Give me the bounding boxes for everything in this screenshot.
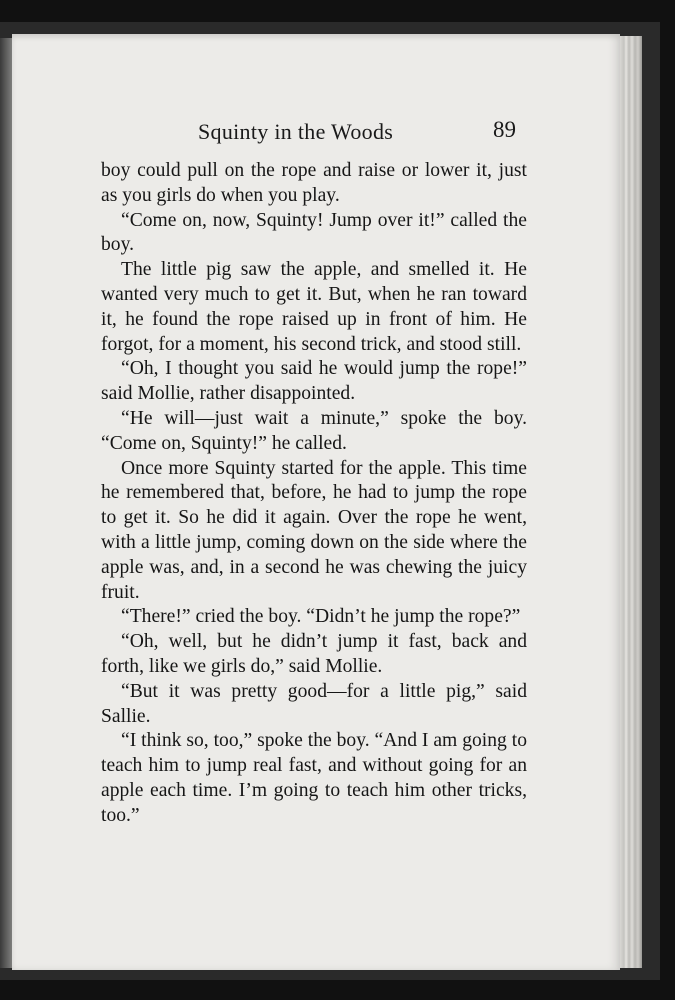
paragraph: “Come on, now, Squinty! Jump over it!” called the boy.	[101, 209, 527, 256]
paragraph: “He will—just wait a minute,” spoke the boy. “Come on, Squinty!” he called.	[101, 407, 527, 454]
paragraph: boy could pull on the rope and raise or lower it, just as you girls do when you play.	[101, 160, 527, 206]
paragraph: “Oh, I thought you said he would jump the rope!” said Mollie, rather disappointed.	[101, 358, 527, 405]
paragraph: “But it was pretty good—for a little pig,” said Sallie.	[101, 680, 527, 727]
page-number: 89	[493, 117, 516, 142]
page-header	[116, 115, 516, 151]
running-head: Squinty in the Woods	[198, 119, 394, 144]
body-text	[101, 159, 527, 829]
paragraph: “I think so, too,” spoke the boy. “And I am going to teach him to jump real fast, and without going for an apple each time. I’m going to teach him other tricks, too.”	[101, 730, 527, 826]
page-edges	[620, 36, 642, 968]
paragraph: “There!” cried the boy. “Didn’t he jump the rope?”	[121, 606, 521, 628]
paragraph: “Oh, well, but he didn’t jump it fast, back and forth, like we girls do,” said Mollie.	[101, 631, 527, 677]
paragraph: Once more Squinty started for the apple. This time he remembered that, before, he had to jump the rope to get it. So he did it again. Over the rope he went, with a little jump, coming down on the side where the apple was, and, in a second he was chewing the juicy fruit.	[101, 457, 527, 603]
paragraph: The little pig saw the apple, and smelled it. He wanted very much to get it. But, when he ran toward it, he found the rope raised up in front of him. He forgot, for a moment, his second trick, and stood still.	[101, 259, 527, 355]
